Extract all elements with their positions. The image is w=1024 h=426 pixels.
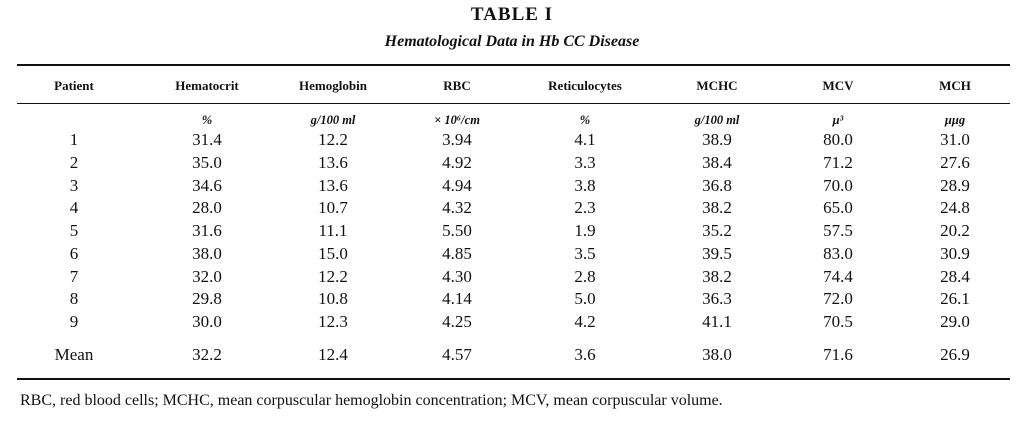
cell-reticulocytes: 3.8 — [574, 175, 596, 195]
table-subtitle: Hematological Data in Hb CC Disease — [384, 33, 640, 50]
cell-mcv: 80.0 — [823, 130, 853, 149]
unit-hemoglobin: g/100 ml — [310, 113, 356, 127]
table-footnote: RBC, red blood cells; MCHC, mean corpuscular hemoglobin concentration; MCV, mean corpuscular volume. — [20, 392, 723, 409]
table-title: TABLE I — [470, 4, 554, 25]
cell-hemoglobin: 10.8 — [318, 289, 348, 309]
cell-mchc: 41.1 — [702, 312, 732, 331]
cell-mchc: 36.8 — [702, 175, 732, 195]
cell-reticulocytes: 3.5 — [574, 243, 596, 263]
table-row — [0, 267, 1024, 289]
unit-hematocrit: % — [201, 113, 213, 127]
table-row — [0, 289, 1024, 311]
cell-mch: 24.8 — [940, 198, 970, 218]
cell-mcv: 71.2 — [823, 152, 853, 172]
header-reticulocytes: Reticulocytes — [548, 78, 622, 93]
cell-mch: 20.2 — [940, 221, 970, 240]
cell-hemoglobin: 11.1 — [318, 221, 348, 240]
cell-mcv: 72.0 — [823, 289, 853, 309]
cell-hemoglobin: 10.7 — [318, 198, 348, 218]
cell-mchc: 39.5 — [702, 243, 732, 263]
mean-hemoglobin: 12.4 — [318, 345, 348, 364]
cell-rbc: 4.30 — [442, 266, 472, 286]
cell-reticulocytes: 1.9 — [574, 221, 596, 240]
cell-hematocrit: 32.0 — [192, 266, 222, 286]
cell-hematocrit: 28.0 — [192, 198, 222, 218]
unit-mch: μμg — [944, 113, 966, 127]
cell-hematocrit: 34.6 — [192, 175, 222, 195]
cell-patient: 8 — [69, 289, 79, 309]
cell-reticulocytes: 2.3 — [574, 198, 596, 218]
header-mcv: MCV — [822, 78, 854, 93]
header-hemoglobin: Hemoglobin — [299, 78, 367, 93]
cell-rbc: 4.92 — [442, 152, 472, 172]
cell-rbc: 3.94 — [442, 130, 472, 149]
cell-patient: 7 — [69, 266, 79, 286]
mean-row — [0, 345, 1024, 367]
cell-mch: 28.9 — [940, 175, 970, 195]
table-row — [0, 198, 1024, 220]
cell-patient: 6 — [69, 243, 79, 263]
cell-reticulocytes: 4.1 — [574, 130, 596, 149]
table-row — [0, 130, 1024, 152]
cell-hematocrit: 35.0 — [192, 152, 222, 172]
cell-mchc: 35.2 — [702, 221, 732, 240]
header-hematocrit: Hematocrit — [175, 78, 239, 93]
table-row — [0, 176, 1024, 198]
cell-mch: 30.9 — [940, 243, 970, 263]
cell-hemoglobin: 15.0 — [318, 243, 348, 263]
cell-hematocrit: 30.0 — [192, 312, 222, 331]
table-row — [0, 153, 1024, 175]
cell-hemoglobin: 13.6 — [318, 152, 348, 172]
header-row — [0, 76, 1024, 98]
cell-hemoglobin: 12.3 — [318, 312, 348, 331]
cell-patient: 4 — [69, 198, 79, 218]
mean-mch: 26.9 — [940, 345, 970, 364]
cell-patient: 1 — [69, 130, 79, 149]
cell-mchc: 38.4 — [702, 152, 732, 172]
table-row — [0, 312, 1024, 334]
unit-mcv: μ³ — [832, 113, 844, 127]
cell-patient: 9 — [69, 312, 79, 331]
cell-rbc: 4.85 — [442, 243, 472, 263]
unit-rbc: × 10⁶/cm — [434, 113, 480, 127]
header-rule — [17, 103, 1010, 104]
cell-mchc: 38.2 — [702, 266, 732, 286]
cell-rbc: 5.50 — [442, 221, 472, 240]
cell-mch: 27.6 — [940, 152, 970, 172]
cell-hematocrit: 31.4 — [192, 130, 222, 149]
cell-mcv: 70.5 — [823, 312, 853, 331]
unit-mchc: g/100 ml — [694, 113, 740, 127]
cell-patient: 3 — [69, 175, 79, 195]
header-patient: Patient — [54, 78, 94, 93]
header-mch: MCH — [939, 78, 971, 93]
mean-mchc: 38.0 — [702, 345, 732, 364]
unit-reticulocytes: % — [579, 113, 591, 127]
cell-rbc: 4.25 — [442, 312, 472, 331]
cell-hematocrit: 38.0 — [192, 243, 222, 263]
header-mchc: MCHC — [696, 78, 738, 93]
cell-mch: 26.1 — [940, 289, 970, 309]
cell-hemoglobin: 13.6 — [318, 175, 348, 195]
cell-hemoglobin: 12.2 — [318, 266, 348, 286]
mean-mcv: 71.6 — [823, 345, 853, 364]
cell-patient: 2 — [69, 152, 79, 172]
cell-hemoglobin: 12.2 — [318, 130, 348, 149]
mean-hematocrit: 32.2 — [192, 345, 222, 364]
cell-rbc: 4.94 — [442, 175, 472, 195]
top-rule — [17, 64, 1010, 66]
table-row — [0, 221, 1024, 243]
cell-hematocrit: 31.6 — [192, 221, 222, 240]
cell-reticulocytes: 2.8 — [574, 266, 596, 286]
cell-rbc: 4.14 — [442, 289, 472, 309]
cell-reticulocytes: 3.3 — [574, 152, 596, 172]
mean-label: Mean — [54, 345, 94, 364]
cell-mchc: 36.3 — [702, 289, 732, 309]
cell-mcv: 74.4 — [823, 266, 853, 286]
table-row — [0, 244, 1024, 266]
cell-mchc: 38.9 — [702, 130, 732, 149]
header-rbc: RBC — [443, 78, 471, 93]
cell-hematocrit: 29.8 — [192, 289, 222, 309]
bottom-rule — [17, 378, 1010, 380]
cell-mcv: 65.0 — [823, 198, 853, 218]
mean-rbc: 4.57 — [442, 345, 472, 364]
mean-reticulocytes: 3.6 — [574, 345, 596, 364]
cell-rbc: 4.32 — [442, 198, 472, 218]
cell-patient: 5 — [69, 221, 79, 240]
cell-mcv: 70.0 — [823, 175, 853, 195]
cell-reticulocytes: 5.0 — [574, 289, 596, 309]
cell-reticulocytes: 4.2 — [574, 312, 596, 331]
cell-mcv: 83.0 — [823, 243, 853, 263]
cell-mcv: 57.5 — [823, 221, 853, 240]
cell-mch: 31.0 — [940, 130, 970, 149]
units-row — [0, 109, 1024, 131]
cell-mchc: 38.2 — [702, 198, 732, 218]
cell-mch: 28.4 — [940, 266, 970, 286]
cell-mch: 29.0 — [940, 312, 970, 331]
